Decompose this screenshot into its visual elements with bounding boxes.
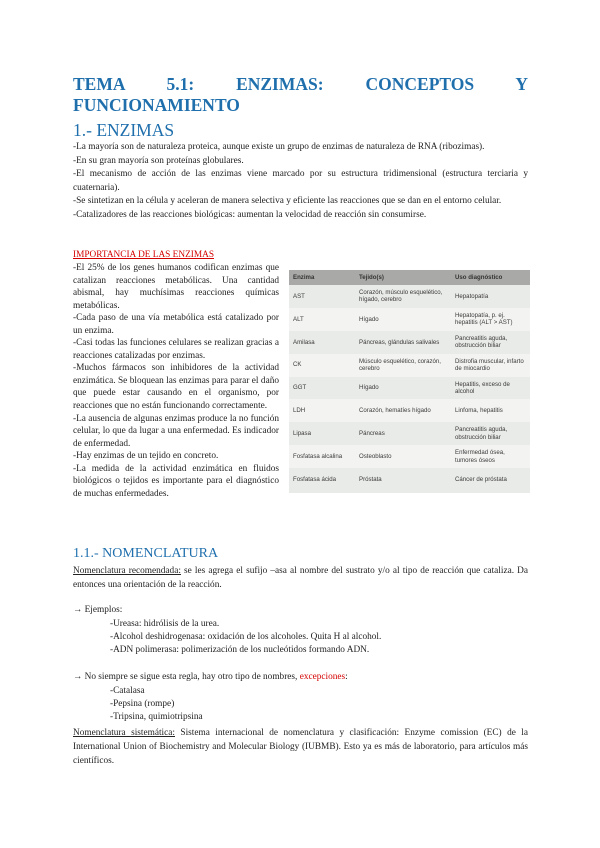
sistematica-text: Sistema internacional de nomenclatura y clasificación: Enzyme comission (EC) de la International Union of Biochemistry and Molecular Biology (IUBMB). Esto ya es más de laboratorio, para artículos más científicos.	[73, 728, 529, 766]
importancia-item: -La medida de la actividad enzimática en fluidos biológicos o tejidos es importante para el diagnóstico de muchas enfermedades.	[73, 463, 279, 499]
table-cell: Linfoma, hepatitis	[455, 407, 503, 415]
recomendada-text: se les agrega el sufijo –asa al nombre del sustrato y/o al tipo de reacción que cataliza. Da entonces una orientación de la reacción.	[73, 566, 529, 590]
section-heading-enzimas: 1.- ENZIMAS	[73, 120, 175, 140]
table-row	[289, 285, 530, 308]
importancia-item: -Cada paso de una vía metabólica está catalizado por un enzima.	[73, 313, 279, 336]
table-cell: Hígado	[359, 384, 379, 392]
table-cell: Enfermedad ósea, tumores óseos	[455, 449, 505, 464]
sistematica-label: Nomenclatura sistemática:	[73, 728, 175, 738]
page-title: TEMA 5.1: ENZIMAS: CONCEPTOS Y FUNCIONAMIENTO	[73, 74, 528, 115]
table-row	[289, 354, 530, 377]
section-heading-nomenclatura: 1.1.- NOMENCLATURA	[73, 546, 219, 561]
enzyme-diagnostic-table	[289, 270, 530, 493]
table-row	[289, 468, 530, 491]
table-cell: Osteoblasto	[359, 452, 392, 460]
table-cell: Cáncer de próstata	[455, 475, 507, 483]
nomenclatura-recomendada	[73, 564, 528, 592]
ejemplo-item: -Ureasa: hidrólisis de la urea.	[110, 619, 220, 629]
table-cell: Fosfatasa ácida	[293, 475, 337, 483]
table-cell: Pancreatitis aguda, obstrucción biliar	[455, 426, 508, 441]
table-header: Enzima	[289, 270, 355, 285]
excepcion-item: -Pepsina (rompe)	[110, 699, 175, 709]
intro-paragraph: -Se sintetizan en la célula y aceleran de manera selectiva y eficiente las reacciones que se dan en el entorno celular.	[73, 196, 502, 207]
excepciones-lead: → No siempre se sigue esta regla, hay otro tipo de nombres,	[73, 672, 300, 682]
excepciones-colon: :	[345, 672, 348, 682]
table-cell: GGT	[293, 384, 307, 392]
table-cell: Amilasa	[293, 338, 315, 346]
table-cell: Hepatopatía	[455, 292, 489, 300]
intro-paragraph: -La mayoría son de naturaleza proteica, aunque existe un grupo de enzimas de naturaleza de RNA (ribozimas).	[73, 142, 485, 152]
table-cell: Lipasa	[293, 430, 311, 438]
nomenclatura-sistematica	[73, 726, 528, 768]
ejemplo-item: -Alcohol deshidrogenasa: oxidación de los alcoholes. Quita H al alcohol.	[110, 632, 382, 642]
intro-paragraph: -Catalizadores de las reacciones biológicas: aumentan la velocidad de reacción sin consumirse.	[73, 209, 427, 220]
table-cell: Distrofia muscular, infarto de miocardio	[455, 357, 524, 373]
importancia-list	[73, 262, 279, 500]
ejemplos-label: → Ejemplos:	[73, 605, 123, 615]
table-cell: Corazón, músculo esquelético, hígado, cerebro	[359, 289, 443, 304]
intro-paragraph: -El mecanismo de acción de las enzimas viene marcado por su estructura tridimensional (estructura terciaria y cuaternaria).	[73, 169, 528, 193]
table-row	[289, 377, 530, 400]
excepciones-word: excepciones	[299, 672, 346, 682]
table-row	[289, 308, 530, 331]
table-cell: Músculo esquelético, corazón, cerebro	[359, 357, 441, 373]
importancia-item: -Casi todas las funciones celulares se realizan gracias a reacciones catalizadas por enzimas.	[73, 338, 279, 361]
intro-paragraphs	[73, 141, 528, 223]
table-header: Uso diagnóstico	[451, 270, 530, 285]
excepciones-line	[73, 671, 348, 683]
excepcion-item: -Catalasa	[110, 686, 145, 696]
table-cell: Fosfatasa alcalina	[293, 452, 343, 460]
importancia-item: -Hay enzimas de un tejido en concreto.	[73, 451, 219, 462]
table-row	[289, 445, 530, 468]
recomendada-label: Nomenclatura recomendada:	[73, 566, 181, 576]
importancia-item: -Muchos fármacos son inhibidores de la actividad enzimática. Se bloquean las enzimas para parar el daño que puede estar causando en el organismo, por reacciones que no están funcionando correctamente.	[73, 363, 279, 412]
table-cell: Hepatitis, exceso de alcohol	[455, 380, 510, 395]
table-cell: LDH	[293, 407, 306, 415]
table-row	[289, 331, 530, 354]
table-cell: Hígado	[359, 315, 379, 323]
excepcion-item: -Tripsina, quimiotripsina	[110, 712, 203, 722]
table-cell: Páncreas	[359, 430, 385, 438]
table-cell: ALT	[293, 315, 304, 323]
importancia-item: -El 25% de los genes humanos codifican enzimas que catalizan reacciones metabólicas. Una cantidad abismal, hay muchísimas reacciones químicas metabólicas.	[73, 263, 279, 311]
table-cell: AST	[293, 292, 305, 300]
ejemplo-item: -ADN polimerasa: polimerización de los nucleótidos formando ADN.	[110, 645, 370, 655]
intro-paragraph: -En su gran mayoría son proteínas globulares.	[73, 155, 244, 166]
importancia-heading: IMPORTANCIA DE LAS ENZIMAS	[73, 250, 214, 260]
table-cell: Próstata	[359, 475, 382, 483]
table-cell: Pancreatitis aguda, obstrucción biliar	[455, 334, 508, 350]
table-cell: Corazón, hematíes hígado	[359, 407, 431, 415]
importancia-item: -La ausencia de algunas enzimas produce la no función celular, lo que da lugar a una enfermedad. Es indicador de enfermedad.	[73, 413, 279, 449]
table-row	[289, 399, 530, 422]
table-cell: Páncreas, glándulas salivales	[359, 338, 440, 346]
table-row	[289, 422, 530, 445]
table-cell: Hepatopatía, p. ej. hepatitis (ALT > AST)	[455, 311, 513, 327]
table-cell: CK	[293, 361, 302, 369]
table-header: Tejido(s)	[355, 270, 451, 285]
